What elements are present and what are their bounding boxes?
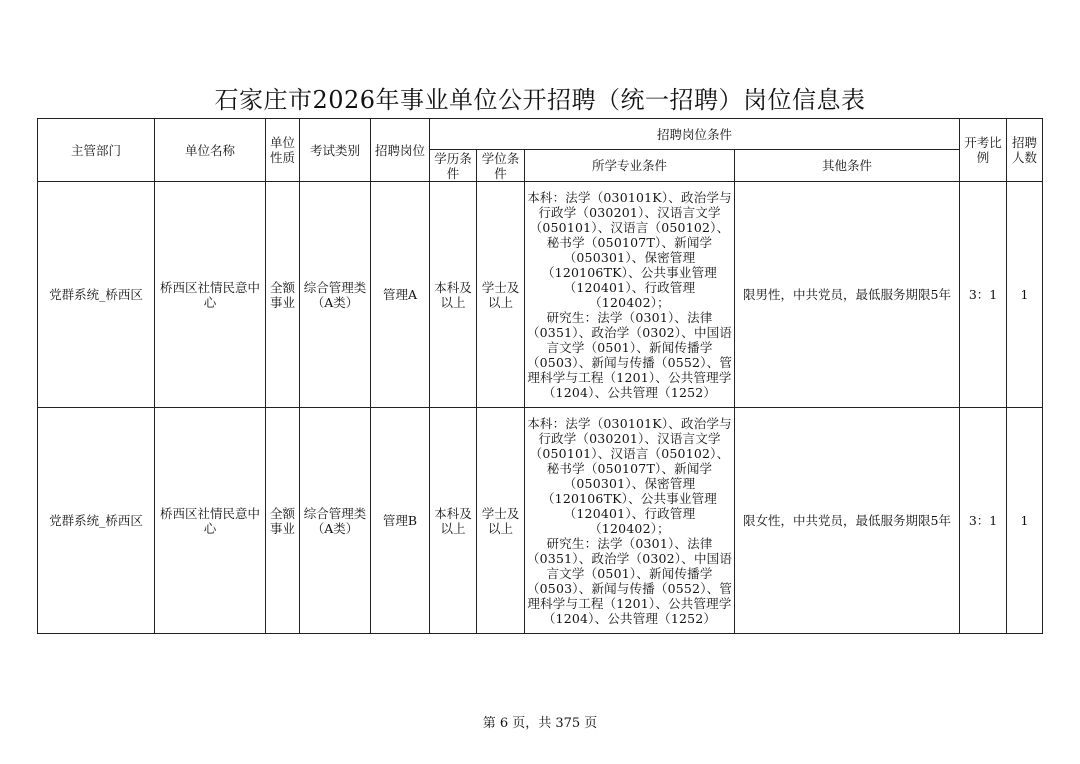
header-degree: 学位条件 [477,150,525,182]
cell-major: 本科：法学（030101K）、政治学与行政学（030201）、汉语言文学（050101）、汉语言（050102）、秘书学（050107T）、新闻学（050301）、保密管理（120106TK）、公共事业管理（120401）、行政管理（120402）； 研究生：法学（0301）、法律（0351）、政治学（0302）、中国语言文学（0501）、新闻传播学（0503）、新闻与传播（0552）、管理科学与工程（1201）、公共管理学（1204）、公共管理（1252） [525,182,735,408]
table-row [38,408,1043,634]
page-title: 石家庄市2026年事业单位公开招聘（统一招聘）岗位信息表 [214,86,866,114]
header-count: 招聘人数 [1007,119,1043,182]
header-ratio: 开考比例 [960,119,1007,182]
cell-other: 限男性，中共党员，最低服务期限5年 [735,182,960,408]
cell-nature: 全额事业 [266,182,300,408]
table-row [38,182,1043,408]
cell-count: 1 [1007,182,1043,408]
cell-degree: 学士及以上 [477,408,525,634]
header-unit: 单位名称 [155,119,266,182]
header-conditions: 招聘岗位条件 [430,119,960,150]
cell-edu: 本科及以上 [430,408,477,634]
cell-post: 管理B [371,408,430,634]
cell-post: 管理A [371,182,430,408]
cell-exam: 综合管理类（A类） [300,408,371,634]
cell-dept: 党群系统_桥西区 [38,408,155,634]
header-major: 所学专业条件 [525,150,735,182]
cell-degree: 学士及以上 [477,182,525,408]
header-nature: 单位性质 [266,119,300,182]
job-info-table [37,118,1043,634]
cell-other: 限女性，中共党员，最低服务期限5年 [735,408,960,634]
cell-unit: 桥西区社情民意中心 [155,408,266,634]
cell-dept: 党群系统_桥西区 [38,182,155,408]
page-footer: 第 6 页，共 375 页 [482,716,598,731]
cell-edu: 本科及以上 [430,182,477,408]
cell-major: 本科：法学（030101K）、政治学与行政学（030201）、汉语言文学（050101）、汉语言（050102）、秘书学（050107T）、新闻学（050301）、保密管理（120106TK）、公共事业管理（120401）、行政管理（120402）； 研究生：法学（0301）、法律（0351）、政治学（0302）、中国语言文学（0501）、新闻传播学（0503）、新闻与传播（0552）、管理科学与工程（1201）、公共管理学（1204）、公共管理（1252） [525,408,735,634]
cell-ratio: 3：1 [960,182,1007,408]
header-other: 其他条件 [735,150,960,182]
cell-exam: 综合管理类（A类） [300,182,371,408]
header-dept: 主管部门 [38,119,155,182]
header-post: 招聘岗位 [371,119,430,182]
header-exam: 考试类别 [300,119,371,182]
cell-ratio: 3：1 [960,408,1007,634]
cell-nature: 全额事业 [266,408,300,634]
cell-count: 1 [1007,408,1043,634]
cell-unit: 桥西区社情民意中心 [155,182,266,408]
header-edu: 学历条件 [430,150,477,182]
